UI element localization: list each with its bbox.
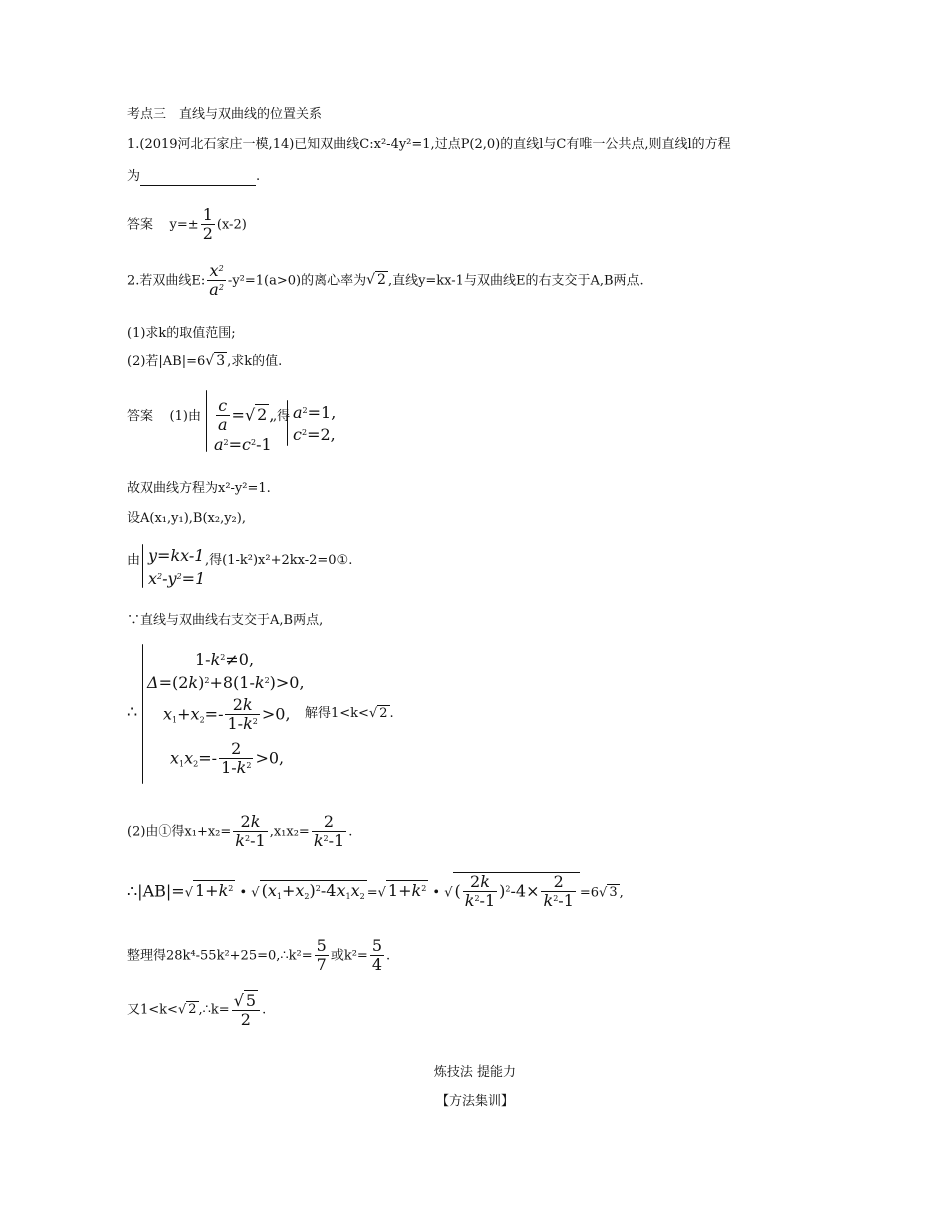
q1-blank-line [127,168,260,186]
cond-3: $x_1+x_2=-$ $\frac{2k}{1-k^2}$ >0, [163,695,291,734]
q1-answer [127,206,247,244]
cond-1: $1-k^2\ne 0$, [195,650,255,669]
q1-answer-blank [140,172,256,186]
q2-stem-c: ,直线y=kx-1与双曲线E的右支交于A,B两点. [387,273,644,289]
sqrt-2-expr: √ 2 [366,272,386,289]
q2-answer-label-line: 答案 (1)由 [127,409,201,424]
system-1-eq1: $\frac{c}{a}$ =√ 2 , [218,396,275,435]
q2-stem-b: -y²=1(a>0)的离心率为 [227,273,367,289]
cond-4: $x_1x_2=-$ $\frac{2}{1-k^2}$ >0, [170,739,285,778]
solve-result: 解得1<k<√ 2 . [305,706,394,721]
system-2-eq1: $a^2=1$, [293,403,337,422]
q2-part1: (1)求k的取值范围; [127,326,236,341]
system-3-eq2: $x^2-y^2=1$ [148,569,206,588]
q1-answer-prefix: y=± [169,217,199,233]
q1-stem: 1.(2019河北石家庄一模,14)已知双曲线C:x²-4y²=1,过点P(2,0)的直线l与C有唯一公共点,则直线l的方程 [127,137,731,152]
q1-period: . [256,169,261,184]
system-1-eq2: $a^2=c^2-1$ [214,435,272,454]
q1-answer-label: 答案 [127,217,154,233]
simplify-line: 整理得28k⁴-55k²+25=0,∴k²= $\frac{5}{7}$ 或k²= $\frac{5}{4}$ . [127,936,391,975]
therefore-symbol: ∴ [127,702,138,721]
you-text: 由 [127,553,141,568]
part2-sum-product: (2)由①得x₁+x₂= $\frac{2k}{k^2-1}$ ,x₁x₂= $\frac{2}{k^2-1}$ . [127,812,353,851]
hyperbola-equation-line: 故双曲线方程为x²-y²=1. [127,481,271,496]
because-line: ∵直线与双曲线右支交于A,B两点, [127,613,324,628]
cond-2: $\Delta=(2k)^2+8(1-k^2)>0$, [147,673,305,692]
final-answer-line: 又1<k<√ 2 ,∴k= $\frac{√ 5}{2}$ . [127,991,267,1030]
brace-system-2 [287,400,288,446]
footer-subheading: 【方法集训】 [435,1094,514,1109]
footer-heading: 炼技法 提能力 [433,1065,517,1080]
system-3-eq1: y=kx-1 [148,546,205,565]
set-points-line: 设A(x₁,y₁),B(x₂,y₂), [127,511,246,526]
q1-wei: 为 [127,169,141,184]
brace-system-1 [206,390,207,452]
brace-system-3 [142,544,143,588]
q2-answer-label: 答案 [127,409,154,424]
q2-x2-over-a2: $\frac{x^2}{a^2}$ [209,261,224,300]
sqrt-3-expr: √ 3 [205,353,226,369]
ab-length-line: ∴|AB|=√ $1+k^2$ • √ $(x_1+x_2)^2-4x_1x_2$ =√ $1+k^2$ • √ ( $\frac{2k}{k^2-1}$ )$^2$-4× $\frac{2}{k^2-1}$ =6√ 3 , [127,872,624,911]
section-title: 考点三 直线与双曲线的位置关系 [127,107,323,122]
system-3-result: ,得(1-k²)x²+2kx-2=0①. [205,553,353,568]
q2-stem-a: 2.若双曲线E: [127,273,206,289]
system-2-eq2: $c^2=2$, [293,425,336,444]
de-text: ,得 [273,409,291,424]
q1-half-fraction: $\frac{1}{2}$ [202,205,213,244]
q2-part2: (2)若|AB|=6√ 3 ,求k的值. [127,353,283,369]
brace-big-system [142,644,143,784]
q2-stem [127,262,644,300]
q1-answer-suffix: (x-2) [216,217,247,233]
